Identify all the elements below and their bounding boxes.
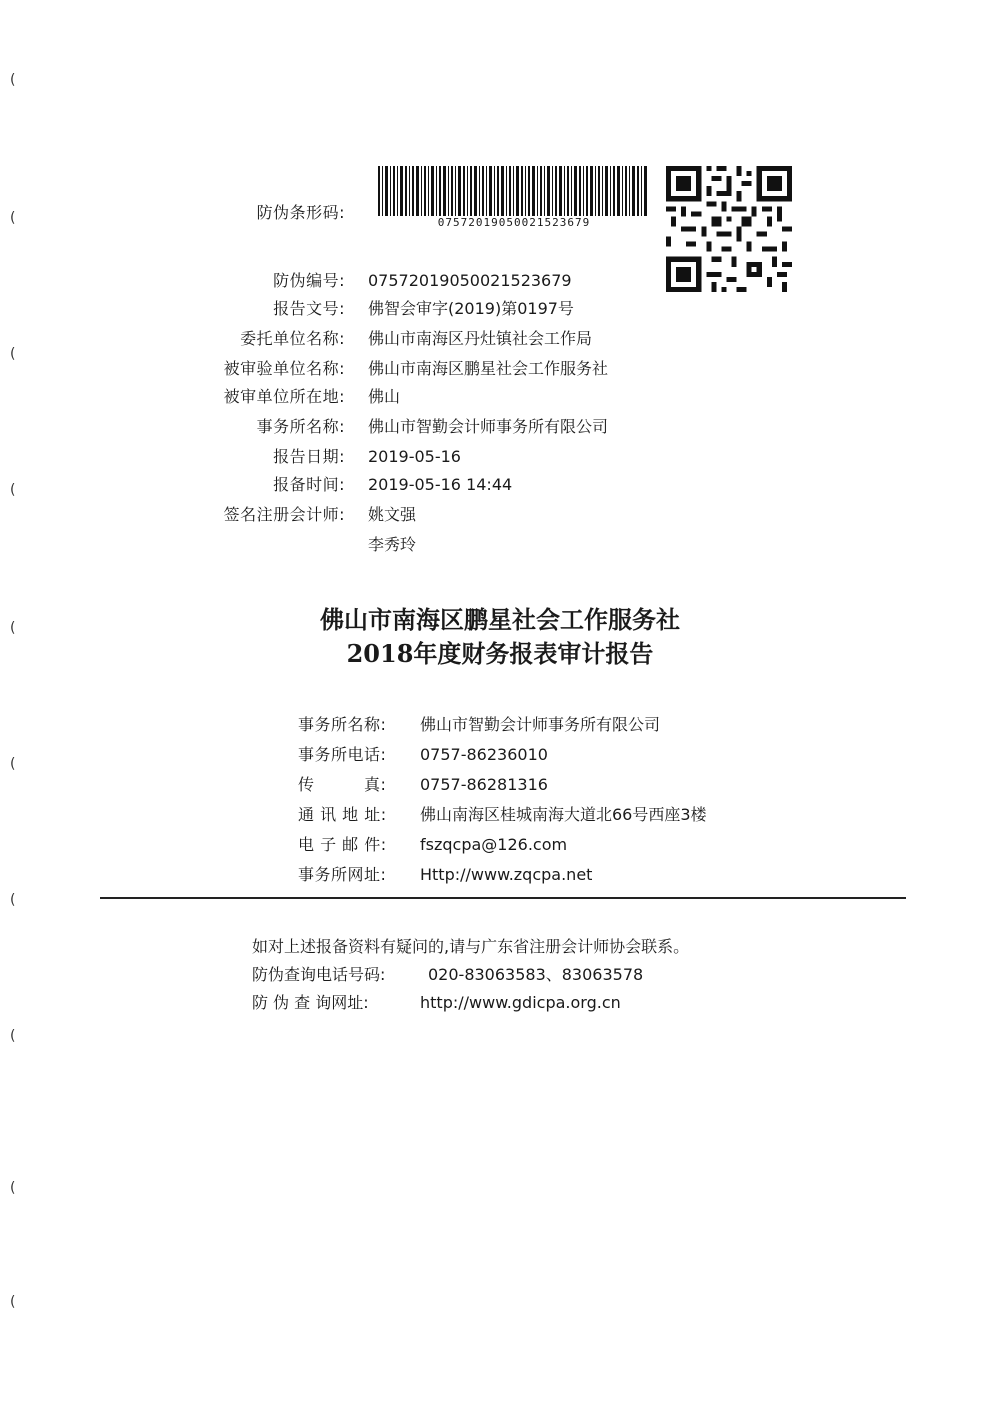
field-label-firm-name: 事务所名称: <box>256 417 345 436</box>
contact-value-email: fszqcpa@126.com <box>420 835 568 854</box>
contact-value-fax: 0757-86281316 <box>420 775 548 794</box>
contact-value-firm-name: 佛山市智勤会计师事务所有限公司 <box>420 715 661 734</box>
binder-mark: ( <box>10 1028 16 1044</box>
contact-label-fax: 传 真: <box>298 775 387 794</box>
qr-code-image <box>666 166 792 292</box>
field-label-signing-accountants: 签名注册会计师: <box>223 505 345 524</box>
binder-mark: ( <box>10 210 16 226</box>
footer-notice: 如对上述报备资料有疑问的,请与广东省注册会计师协会联系。 <box>252 937 690 956</box>
section-divider <box>100 897 906 899</box>
binder-mark: ( <box>10 1180 16 1196</box>
field-label-entity-location: 被审单位所在地: <box>223 387 345 406</box>
contact-label-address: 通 讯 地 址: <box>298 805 387 824</box>
binder-mark: ( <box>10 756 16 772</box>
contact-label-phone: 事务所电话: <box>298 745 387 764</box>
field-value-filing-time: 2019-05-16 14:44 <box>368 475 513 494</box>
contact-value-address: 佛山南海区桂城南海大道北66号西座3楼 <box>420 805 707 824</box>
field-value-accountant-1: 姚文强 <box>368 505 417 524</box>
field-value-anti-fake-number: 07572019050021523679 <box>368 271 572 290</box>
barcode-image <box>378 166 650 216</box>
binder-mark: ( <box>10 482 16 498</box>
field-value-entity-location: 佛山 <box>368 387 401 406</box>
field-value-report-date: 2019-05-16 <box>368 447 461 466</box>
contact-value-website: Http://www.zqcpa.net <box>420 865 593 884</box>
field-label-audited-entity: 被审验单位名称: <box>223 359 345 378</box>
contact-value-phone: 0757-86236010 <box>420 745 548 764</box>
barcode-number: 07572019050021523679 <box>378 216 650 229</box>
binder-mark: ( <box>10 620 16 636</box>
field-label-client: 委托单位名称: <box>240 329 345 348</box>
barcode-label: 防伪条形码: <box>256 203 345 222</box>
binder-mark: ( <box>10 892 16 908</box>
field-value-accountant-2: 李秀玲 <box>368 535 417 554</box>
contact-label-website: 事务所网址: <box>298 865 387 884</box>
field-label-report-date: 报告日期: <box>273 447 345 466</box>
binder-mark: ( <box>10 1294 16 1310</box>
field-label-report-number: 报告文号: <box>273 299 345 318</box>
footer-phone-value: 020-83063583、83063578 <box>428 965 644 984</box>
field-value-firm-name: 佛山市智勤会计师事务所有限公司 <box>368 417 609 436</box>
footer-url-value: http://www.gdicpa.org.cn <box>420 993 621 1012</box>
footer-phone-label: 防伪查询电话号码: <box>252 965 386 984</box>
field-value-client: 佛山市南海区丹灶镇社会工作局 <box>368 329 593 348</box>
field-value-audited-entity: 佛山市南海区鹏星社会工作服务社 <box>368 359 609 378</box>
contact-label-email: 电 子 邮 件: <box>298 835 387 854</box>
footer-url-label: 防 伪 查 询网址: <box>252 993 369 1012</box>
contact-label-firm-name: 事务所名称: <box>298 715 387 734</box>
binder-mark: ( <box>10 72 16 88</box>
binder-mark: ( <box>10 346 16 362</box>
field-label-filing-time: 报备时间: <box>273 475 345 494</box>
report-title-report: 2018年度财务报表审计报告 <box>346 639 654 668</box>
report-title-entity: 佛山市南海区鹏星社会工作服务社 <box>320 605 680 634</box>
field-label-anti-fake-number: 防伪编号: <box>273 271 345 290</box>
field-value-report-number: 佛智会审字(2019)第0197号 <box>368 299 574 318</box>
